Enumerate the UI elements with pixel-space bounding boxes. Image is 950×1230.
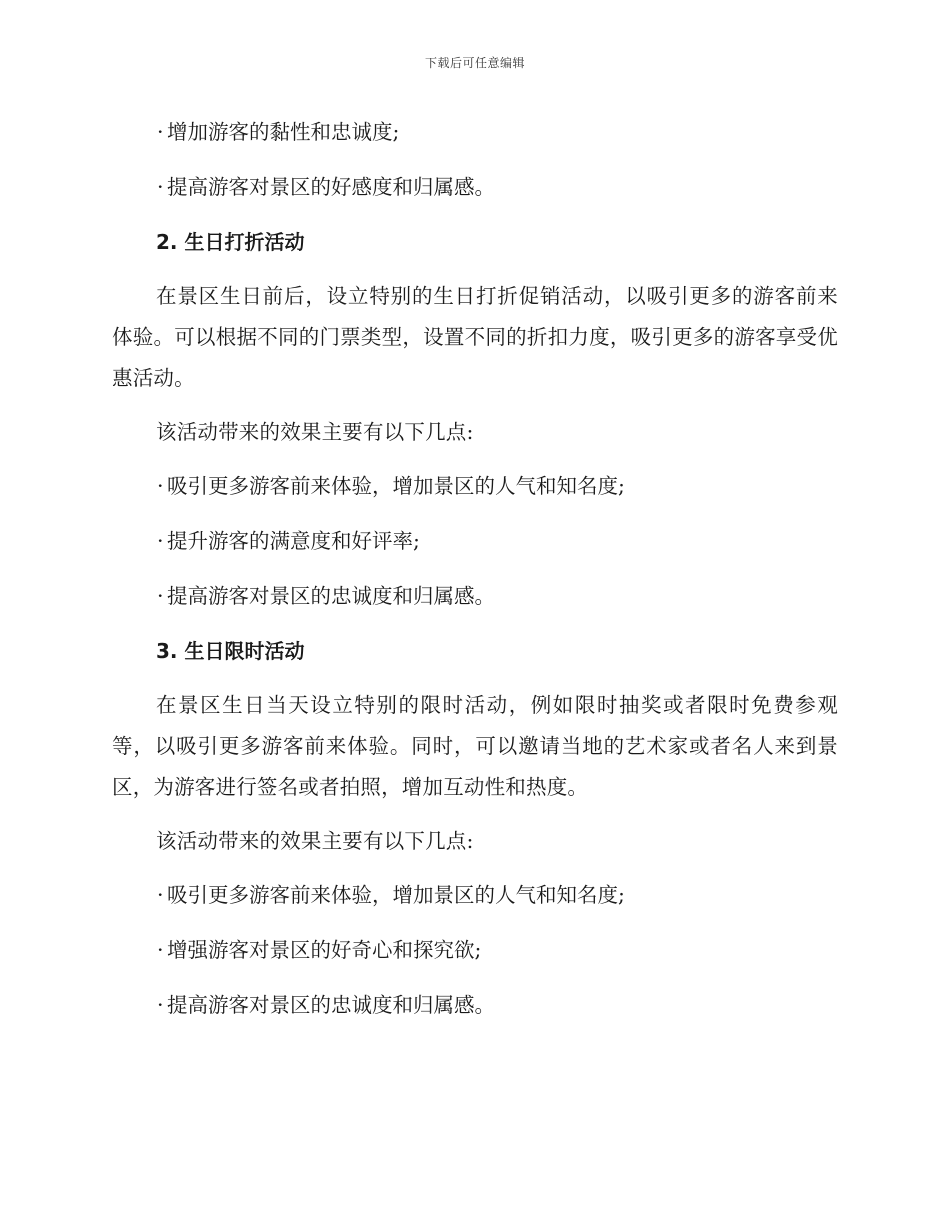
bullet-dot: ·: [157, 120, 164, 144]
bullet-text: 提升游客的满意度和好评率;: [167, 529, 420, 553]
bullet-text: 提高游客对景区的好感度和归属感。: [167, 175, 495, 199]
bullet-item: [112, 875, 838, 916]
section-heading: 2. 生日打折活动: [156, 230, 305, 254]
bullet-text: 吸引更多游客前来体验，增加景区的人气和知名度;: [167, 883, 625, 907]
bullet-item: [112, 521, 838, 562]
document-body: [112, 112, 838, 1040]
paragraph: 该活动带来的效果主要有以下几点:: [156, 829, 474, 853]
bullet-item: [112, 167, 838, 208]
bullet-text: 提高游客对景区的忠诚度和归属感。: [167, 993, 495, 1017]
paragraph: 在景区生日当天设立特别的限时活动，例如限时抽奖或者限时免费参观等，以吸引更多游客前来体验。同时，可以邀请当地的艺术家或者名人来到景区，为游客进行签名或者拍照，增加互动性和热度。: [112, 693, 838, 799]
bullet-dot: ·: [157, 529, 164, 553]
bullet-dot: ·: [157, 474, 164, 498]
bullet-dot: ·: [157, 938, 164, 962]
bullet-item: [112, 985, 838, 1026]
bullet-text: 吸引更多游客前来体验，增加景区的人气和知名度;: [167, 474, 625, 498]
page-header: 下载后可任意编辑: [424, 56, 525, 70]
bullet-text: 增强游客对景区的好奇心和探究欲;: [167, 938, 482, 962]
bullet-text: 增加游客的黏性和忠诚度;: [167, 120, 400, 144]
bullet-item: [112, 576, 838, 617]
bullet-dot: ·: [157, 993, 164, 1017]
bullet-item: [112, 466, 838, 507]
bullet-item: [112, 930, 838, 971]
section-heading: 3. 生日限时活动: [156, 639, 305, 663]
bullet-text: 提高游客对景区的忠诚度和归属感。: [167, 584, 495, 608]
bullet-dot: ·: [157, 175, 164, 199]
paragraph: 在景区生日前后，设立特别的生日打折促销活动，以吸引更多的游客前来体验。可以根据不同的门票类型，设置不同的折扣力度，吸引更多的游客享受优惠活动。: [112, 284, 838, 390]
bullet-item: [112, 112, 838, 153]
bullet-dot: ·: [157, 584, 164, 608]
paragraph: 该活动带来的效果主要有以下几点:: [156, 420, 474, 444]
bullet-dot: ·: [157, 883, 164, 907]
